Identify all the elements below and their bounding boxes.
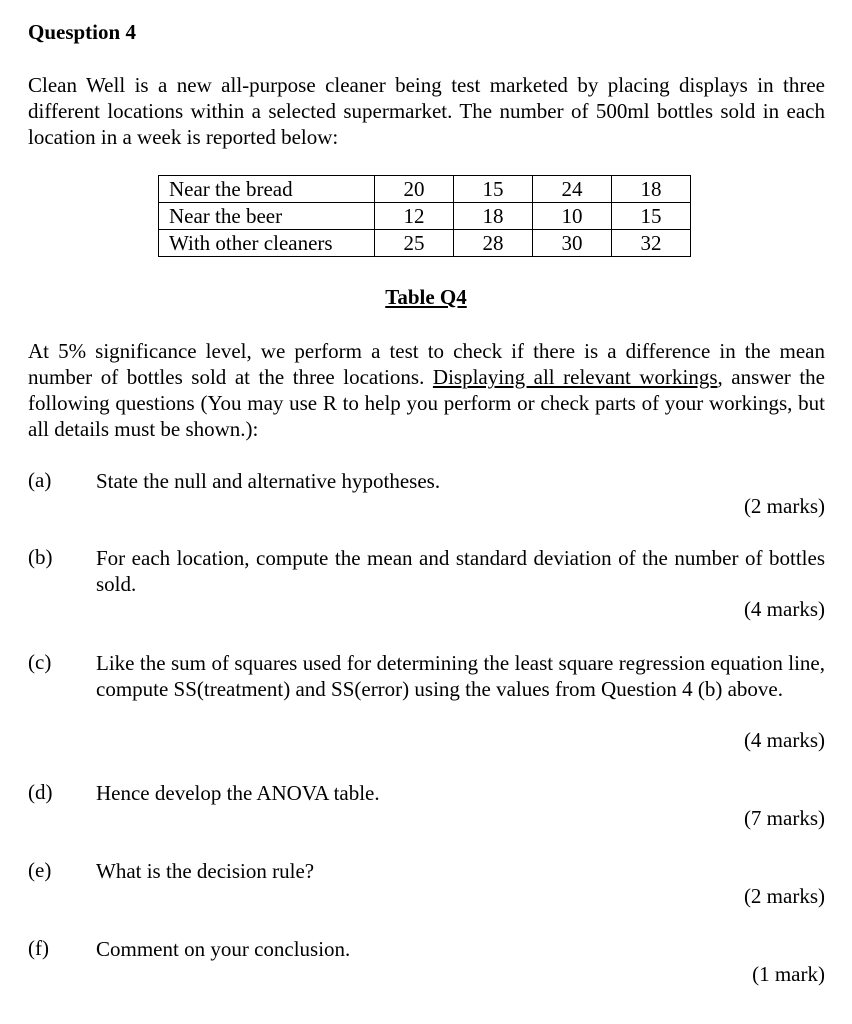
table-cell: 24 [533,176,612,203]
question-letter-d: (d) [28,780,53,804]
table-cell: 10 [533,203,612,230]
table-cell: 20 [375,176,454,203]
table-row [159,230,691,257]
table-row [159,203,691,230]
question-letter-c: (c) [28,650,52,674]
table-row [159,176,691,203]
test-text-underlined: Displaying all relevant workings [432,365,718,389]
table-cell: 12 [375,203,454,230]
table-cell: 25 [375,230,454,257]
marks-d: (7 marks) [743,806,825,830]
table-cell: 32 [612,230,691,257]
question-letter-e: (e) [28,858,52,882]
row-label: Near the bread [159,176,375,203]
question-letter-b: (b) [28,545,53,569]
table-cell: 28 [454,230,533,257]
test-paragraph [28,338,825,442]
marks-c: (4 marks) [743,728,825,752]
table-cell: 18 [612,176,691,203]
table-cell: 15 [612,203,691,230]
table-cell: 30 [533,230,612,257]
question-text-f: Comment on your conclusion. [96,937,351,961]
marks-a: (2 marks) [743,494,825,518]
question-letter-a: (a) [28,468,52,492]
row-label: Near the beer [159,203,375,230]
table-cell: 15 [454,176,533,203]
marks-f: (1 mark) [752,962,825,986]
sales-table [158,175,691,257]
intro-paragraph: Clean Well is a new all-purpose cleaner being test marketed by placing displays in three different locations within a selected supermarket. The number of 500ml bottles sold in each location in a week is reported below: [28,73,825,149]
question-text-e: What is the decision rule? [96,859,315,883]
test-text-before: At 5% significance level, we perform a test to check if there is a difference in the mean number of bottles sold at the three locations. [28,339,825,389]
row-label: With other cleaners [159,230,375,257]
marks-b: (4 marks) [743,597,825,621]
question-text-d: Hence develop the ANOVA table. [96,781,380,805]
question-text-c: Like the sum of squares used for determining the least square regression equation line, compute SS(treatment) and SS(error) using the values from Question 4 (b) above. [96,651,825,701]
table-caption: Table Q4 [385,285,467,309]
question-title: Quesption 4 [28,20,136,44]
test-text-after: , answer the following questions (You may use R to help you perform or check parts of your workings, but all details must be shown.): [28,365,825,441]
question-letter-f: (f) [28,936,49,960]
marks-e: (2 marks) [743,884,825,908]
question-text-a: State the null and alternative hypotheses. [96,469,441,493]
table-cell: 18 [454,203,533,230]
question-text-b: For each location, compute the mean and standard deviation of the number of bottles sold. [96,546,825,596]
